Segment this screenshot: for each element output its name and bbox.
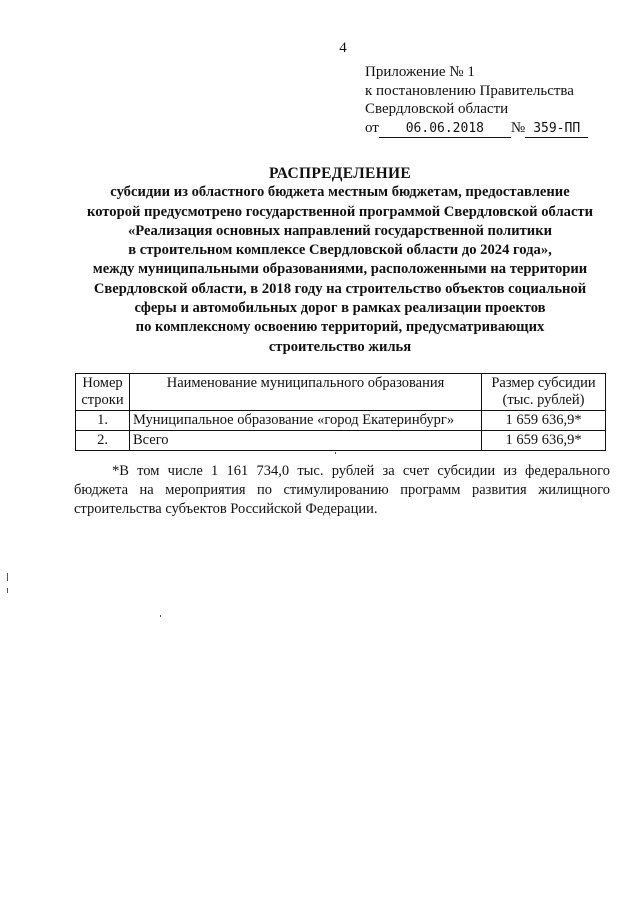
title-line: строительство жилья: [268, 338, 412, 355]
title-line: между муниципальными образованиями, расположенными на территории: [92, 261, 588, 278]
title-line: сферы и автомобильных дорог в рамках реализации проектов: [134, 300, 546, 317]
title-line: в строительном комплексе Свердловской области до 2024 года»,: [128, 242, 552, 259]
header-row-number: [76, 374, 130, 411]
title-line: Свердловской области, в 2018 году на строительство объектов социальной: [93, 280, 587, 297]
scan-speck: [7, 588, 8, 593]
title-heading: РАСПРЕДЕЛЕНИЕ: [269, 165, 411, 182]
total-amount: 1 659 636,9*: [482, 431, 606, 451]
annex-date-number-line: [365, 119, 588, 138]
subsidy-amount: 1 659 636,9*: [482, 411, 606, 431]
municipality-name: Муниципальное образование «город Екатеринбург»: [130, 411, 482, 431]
title-line: по комплексному освоению территорий, предусматривающих: [135, 319, 545, 336]
footnote: *В том числе 1 161 734,0 тыс. рублей за счет субсидии из федерального бюджета на мероприятия по стимулированию программ развития жилищного строительства субъектов Российской Федерации.: [74, 463, 610, 517]
table-row-total: [76, 431, 606, 451]
number-label: №: [510, 119, 526, 136]
title-line: которой предусмотрено государственной программой Свердловской области: [86, 203, 594, 220]
resolution-number: 359-ПП: [525, 121, 588, 138]
header-row-number-line2: строки: [81, 392, 124, 408]
total-label: Всего: [130, 431, 482, 451]
scan-speck: [160, 615, 161, 617]
header-municipality: Наименование муниципального образования: [130, 374, 482, 411]
from-label: от: [365, 119, 379, 136]
title-line: субсидии из областного бюджета местным бюджетам, предоставление: [110, 184, 570, 201]
annex-region: Свердловской области: [365, 101, 509, 117]
annex-reference: к постановлению Правительства: [365, 82, 574, 99]
subsidy-table: [75, 373, 606, 451]
header-row-number-line1: Номер: [82, 375, 123, 391]
page-number: 4: [339, 40, 347, 56]
resolution-date: 06.06.2018: [379, 121, 511, 138]
scan-speck: [335, 452, 336, 454]
scan-speck: [7, 573, 8, 581]
table-header-row: [76, 374, 606, 411]
row-number: 2.: [76, 431, 130, 451]
header-amount-line1: Размер субсидии: [491, 375, 596, 391]
document-title: [60, 164, 620, 357]
annex-title: Приложение № 1: [365, 64, 475, 80]
header-subsidy-amount: [482, 374, 606, 411]
annex-header: [365, 63, 588, 138]
row-number: 1.: [76, 411, 130, 431]
header-amount-line2: (тыс. рублей): [502, 392, 585, 408]
title-line: «Реализация основных направлений государственной политики: [127, 222, 553, 239]
table-row: [76, 411, 606, 431]
